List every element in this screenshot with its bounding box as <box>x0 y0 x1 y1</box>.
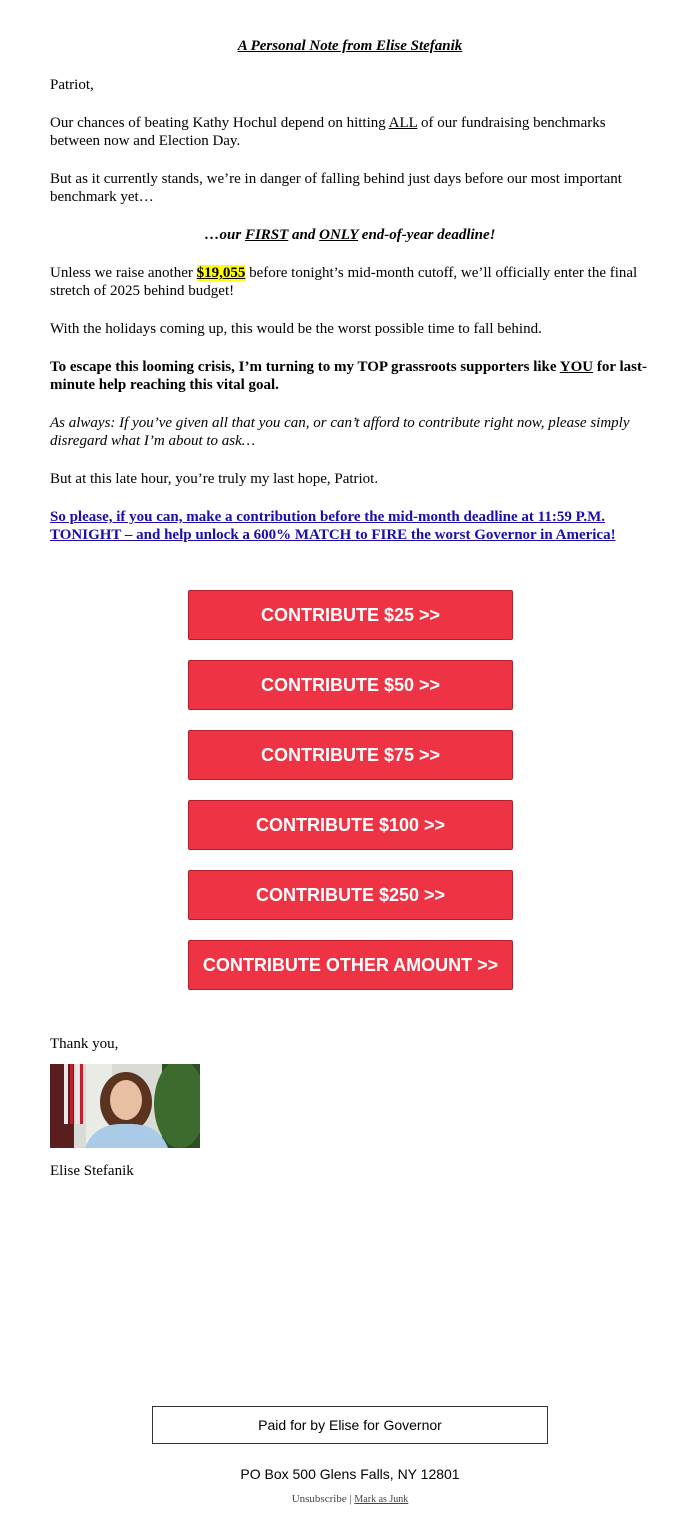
contribute-other-button[interactable]: CONTRIBUTE OTHER AMOUNT >> <box>188 940 513 990</box>
paragraph-holidays: With the holidays coming up, this would be the worst possible time to fall behind. <box>50 321 542 337</box>
contribute-75-button[interactable]: CONTRIBUTE $75 >> <box>188 730 513 780</box>
unsubscribe-link[interactable]: Unsubscribe <box>291 1493 347 1505</box>
paragraph-last-hope: But at this late hour, you’re truly my last hope, Patriot. <box>50 471 379 487</box>
paragraph-crisis: To escape this looming crisis, I’m turning to my TOP grassroots supporters like YOU for last-minute help reaching this vital goal. <box>50 359 647 393</box>
email-title: A Personal Note from Elise Stefanik <box>237 38 463 54</box>
contribute-buttons <box>188 590 513 1010</box>
footer-links <box>0 1493 700 1505</box>
contribute-link[interactable]: So please, if you can, make a contribution before the mid-month deadline at 11:59 P.M. TONIGHT – and help unlock a 600% MATCH to FIRE the worst Governor in America! <box>50 509 616 543</box>
contribute-50-button[interactable]: CONTRIBUTE $50 >> <box>188 660 513 710</box>
closing: Thank you, <box>50 1036 119 1052</box>
contribute-250-button[interactable]: CONTRIBUTE $250 >> <box>188 870 513 920</box>
paid-for-disclaimer: Paid for by Elise for Governor <box>152 1406 548 1444</box>
paragraph-goal: Unless we raise another $19,055 before tonight’s mid-month cutoff, we’ll officially enter the final stretch of 2025 behind budget! <box>50 265 638 299</box>
signature: Elise Stefanik <box>50 1163 134 1179</box>
candidate-photo <box>50 1064 200 1148</box>
contribute-25-button[interactable]: CONTRIBUTE $25 >> <box>188 590 513 640</box>
greeting: Patriot, <box>50 77 94 93</box>
paragraph-benchmarks: Our chances of beating Kathy Hochul depend on hitting ALL of our fundraising benchmarks between now and Election Day. <box>50 115 606 149</box>
paragraph-cta <box>50 508 650 544</box>
footer-separator: | <box>349 1493 352 1505</box>
paragraph-disclaimer: As always: If you’ve given all that you can, or can’t afford to contribute right now, please simply disregard what I’m about to ask… <box>50 415 630 449</box>
contribute-100-button[interactable]: CONTRIBUTE $100 >> <box>188 800 513 850</box>
paragraph-danger: But as it currently stands, we’re in danger of falling behind just days before our most important benchmark yet… <box>50 171 622 205</box>
paragraph-deadline: …our FIRST and ONLY end-of-year deadline! <box>204 227 496 243</box>
goal-amount: $19,055 <box>196 265 246 281</box>
mark-as-junk-link[interactable]: Mark as Junk <box>354 1494 409 1505</box>
mailing-address: PO Box 500 Glens Falls, NY 12801 <box>240 1466 460 1482</box>
